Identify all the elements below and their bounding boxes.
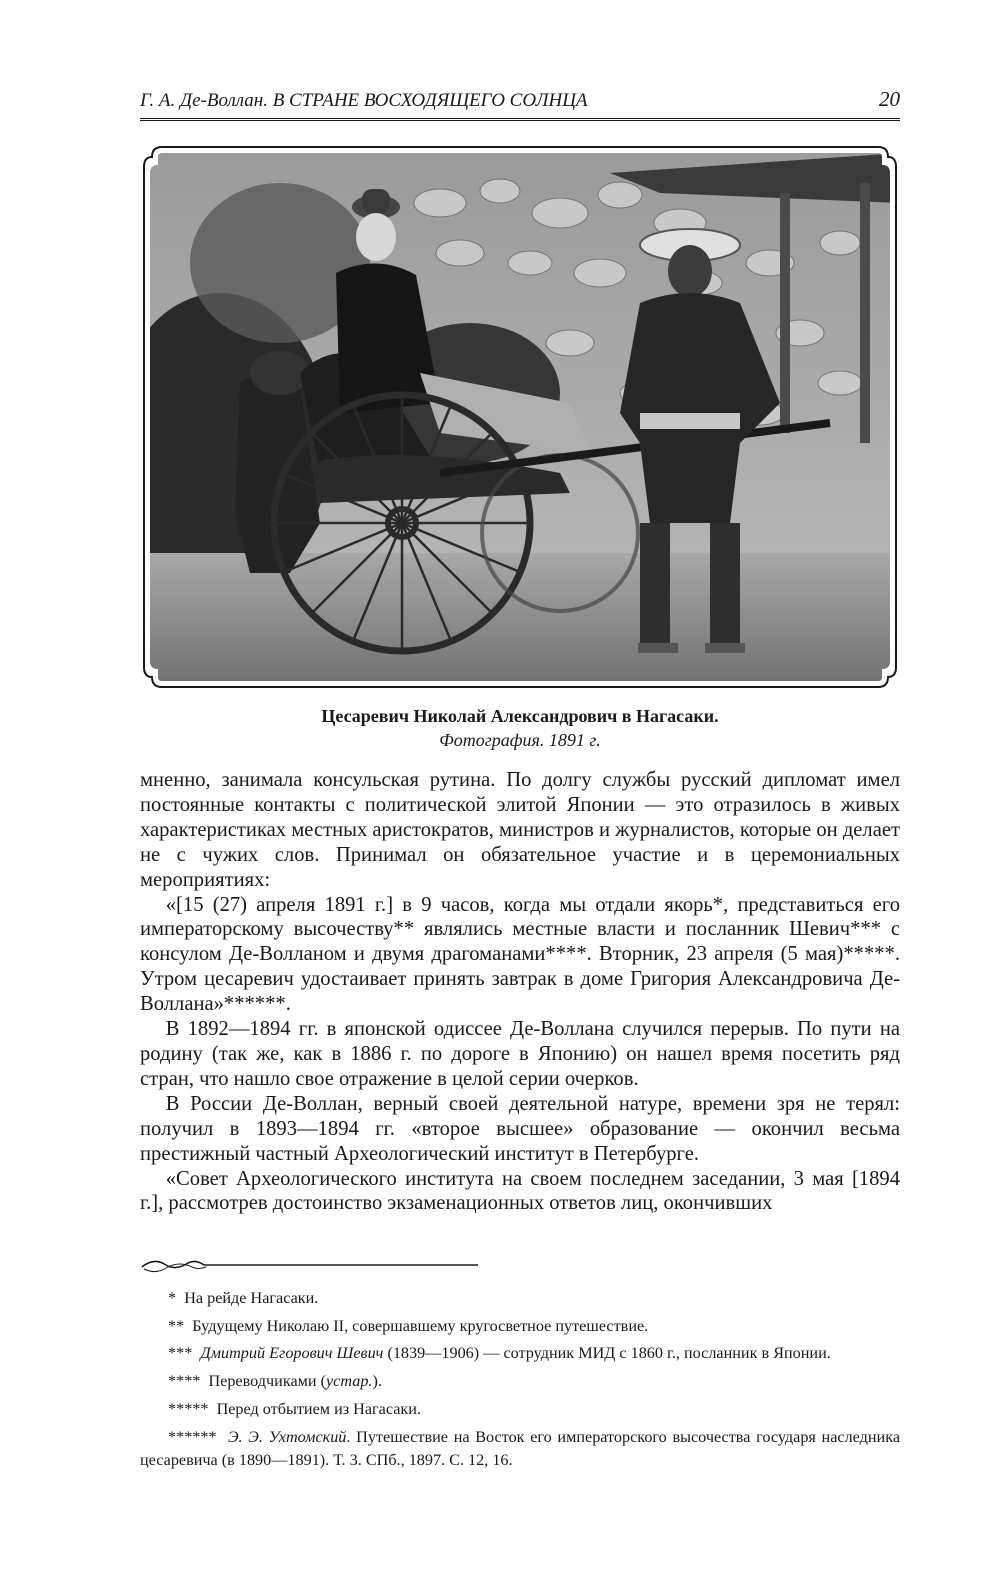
- footnote-mark: *: [168, 1289, 177, 1307]
- footnote-abbreviation: устар.: [325, 1372, 373, 1391]
- paragraph-1: мненно, занимала консульская рутина. По долгу службы русский дипломат имел постоянные контакты с политической элитой Японии — это отразилось в живых характеристиках местных аристократов, министров и журналистов, которые он делает не с чужих слов. Принимал он обязательное участие и в церемониальных мероприятиях:: [140, 769, 900, 891]
- photograph: [140, 143, 900, 691]
- footnote-4: [140, 1370, 900, 1394]
- footnote-divider: [140, 1255, 480, 1275]
- footnote-6: [140, 1426, 900, 1473]
- footnote-text: (1839—1906) — сотрудник МИД с 1860 г., посланник в Японии.: [387, 1344, 831, 1363]
- footnote-5: [140, 1398, 900, 1422]
- footnote-text: На рейде Нагасаки.: [184, 1289, 319, 1307]
- footnote-text: Перед отбытием из Нагасаки.: [216, 1399, 422, 1418]
- body-text: [140, 768, 900, 1216]
- footnotes: [140, 1287, 900, 1477]
- running-title: Г. А. Де-Воллан. В СТРАНЕ ВОСХОДЯЩЕГО СОЛНЦА: [140, 90, 588, 111]
- running-header: [140, 82, 900, 121]
- caption-title: Цесаревич Николай Александрович в Нагасаки.: [321, 706, 719, 726]
- figure-caption: [140, 704, 900, 752]
- footnote-1: [140, 1287, 900, 1311]
- footnote-mark: *****: [168, 1399, 209, 1418]
- footnote-3: [140, 1342, 900, 1366]
- footnote-mark: **: [168, 1316, 185, 1335]
- paragraph-4: В России Де-Воллан, верный своей деятельной натуре, времени зря не терял: получил в 1893—1894 гг. «второе высшее» образование — окончил весьма престижный частный Археологический институт в Петербурге.: [140, 1092, 900, 1165]
- footnote-mark: ***: [168, 1344, 193, 1363]
- caption-subtitle: Фотография. 1891 г.: [439, 730, 601, 750]
- paragraph-3: В 1892—1894 гг. в японской одиссее Де-Воллана случился перерыв. По пути на родину (так же, как в 1886 г. по дороге в Японию) он нашел время посетить ряд стран, что нашло свое отражение в целой серии очерков.: [140, 1018, 900, 1090]
- photograph-rickshaw: [140, 143, 900, 691]
- footnote-2: [140, 1315, 900, 1339]
- ornamental-rule-icon: [140, 1255, 480, 1275]
- page-number: 20: [879, 87, 900, 111]
- footnote-person-name: Дмитрий Егорович Шевич: [200, 1344, 384, 1363]
- paragraph-5: «Совет Археологического института на своем последнем заседании, 3 мая [1894 г.], рассмотрев достоинство экзаменационных ответов лиц, окончивших: [140, 1167, 900, 1215]
- footnote-text: . Путешествие на Восток его императорского высочества государя наследника цесаревича (в 1890—1891). Т. 3. СПб., 1897. С. 12, 16.: [140, 1427, 900, 1470]
- footnote-mark: ****: [168, 1372, 201, 1391]
- footnote-text: Будущему Николаю II, совершавшему кругосветное путешествие.: [192, 1316, 649, 1335]
- footnote-text: Переводчиками (: [208, 1372, 326, 1391]
- footnote-author-name: Э. Э. Ухтомский: [227, 1427, 347, 1446]
- footnote-mark: ******: [168, 1427, 217, 1446]
- footnote-text-end: ).: [372, 1372, 382, 1391]
- paragraph-2: «[15 (27) апреля 1891 г.] в 9 часов, когда мы отдали якорь*, представиться его императорскому высочеству** являлись местные власти и посланник Шевич*** с консулом Де-Волланом и двумя драгоманами****. Вторник, 23 апреля (5 мая)*****. Утром цесаревич удостаивает принять завтрак в доме Григория Александровича Де-Воллана»******.: [140, 893, 900, 1016]
